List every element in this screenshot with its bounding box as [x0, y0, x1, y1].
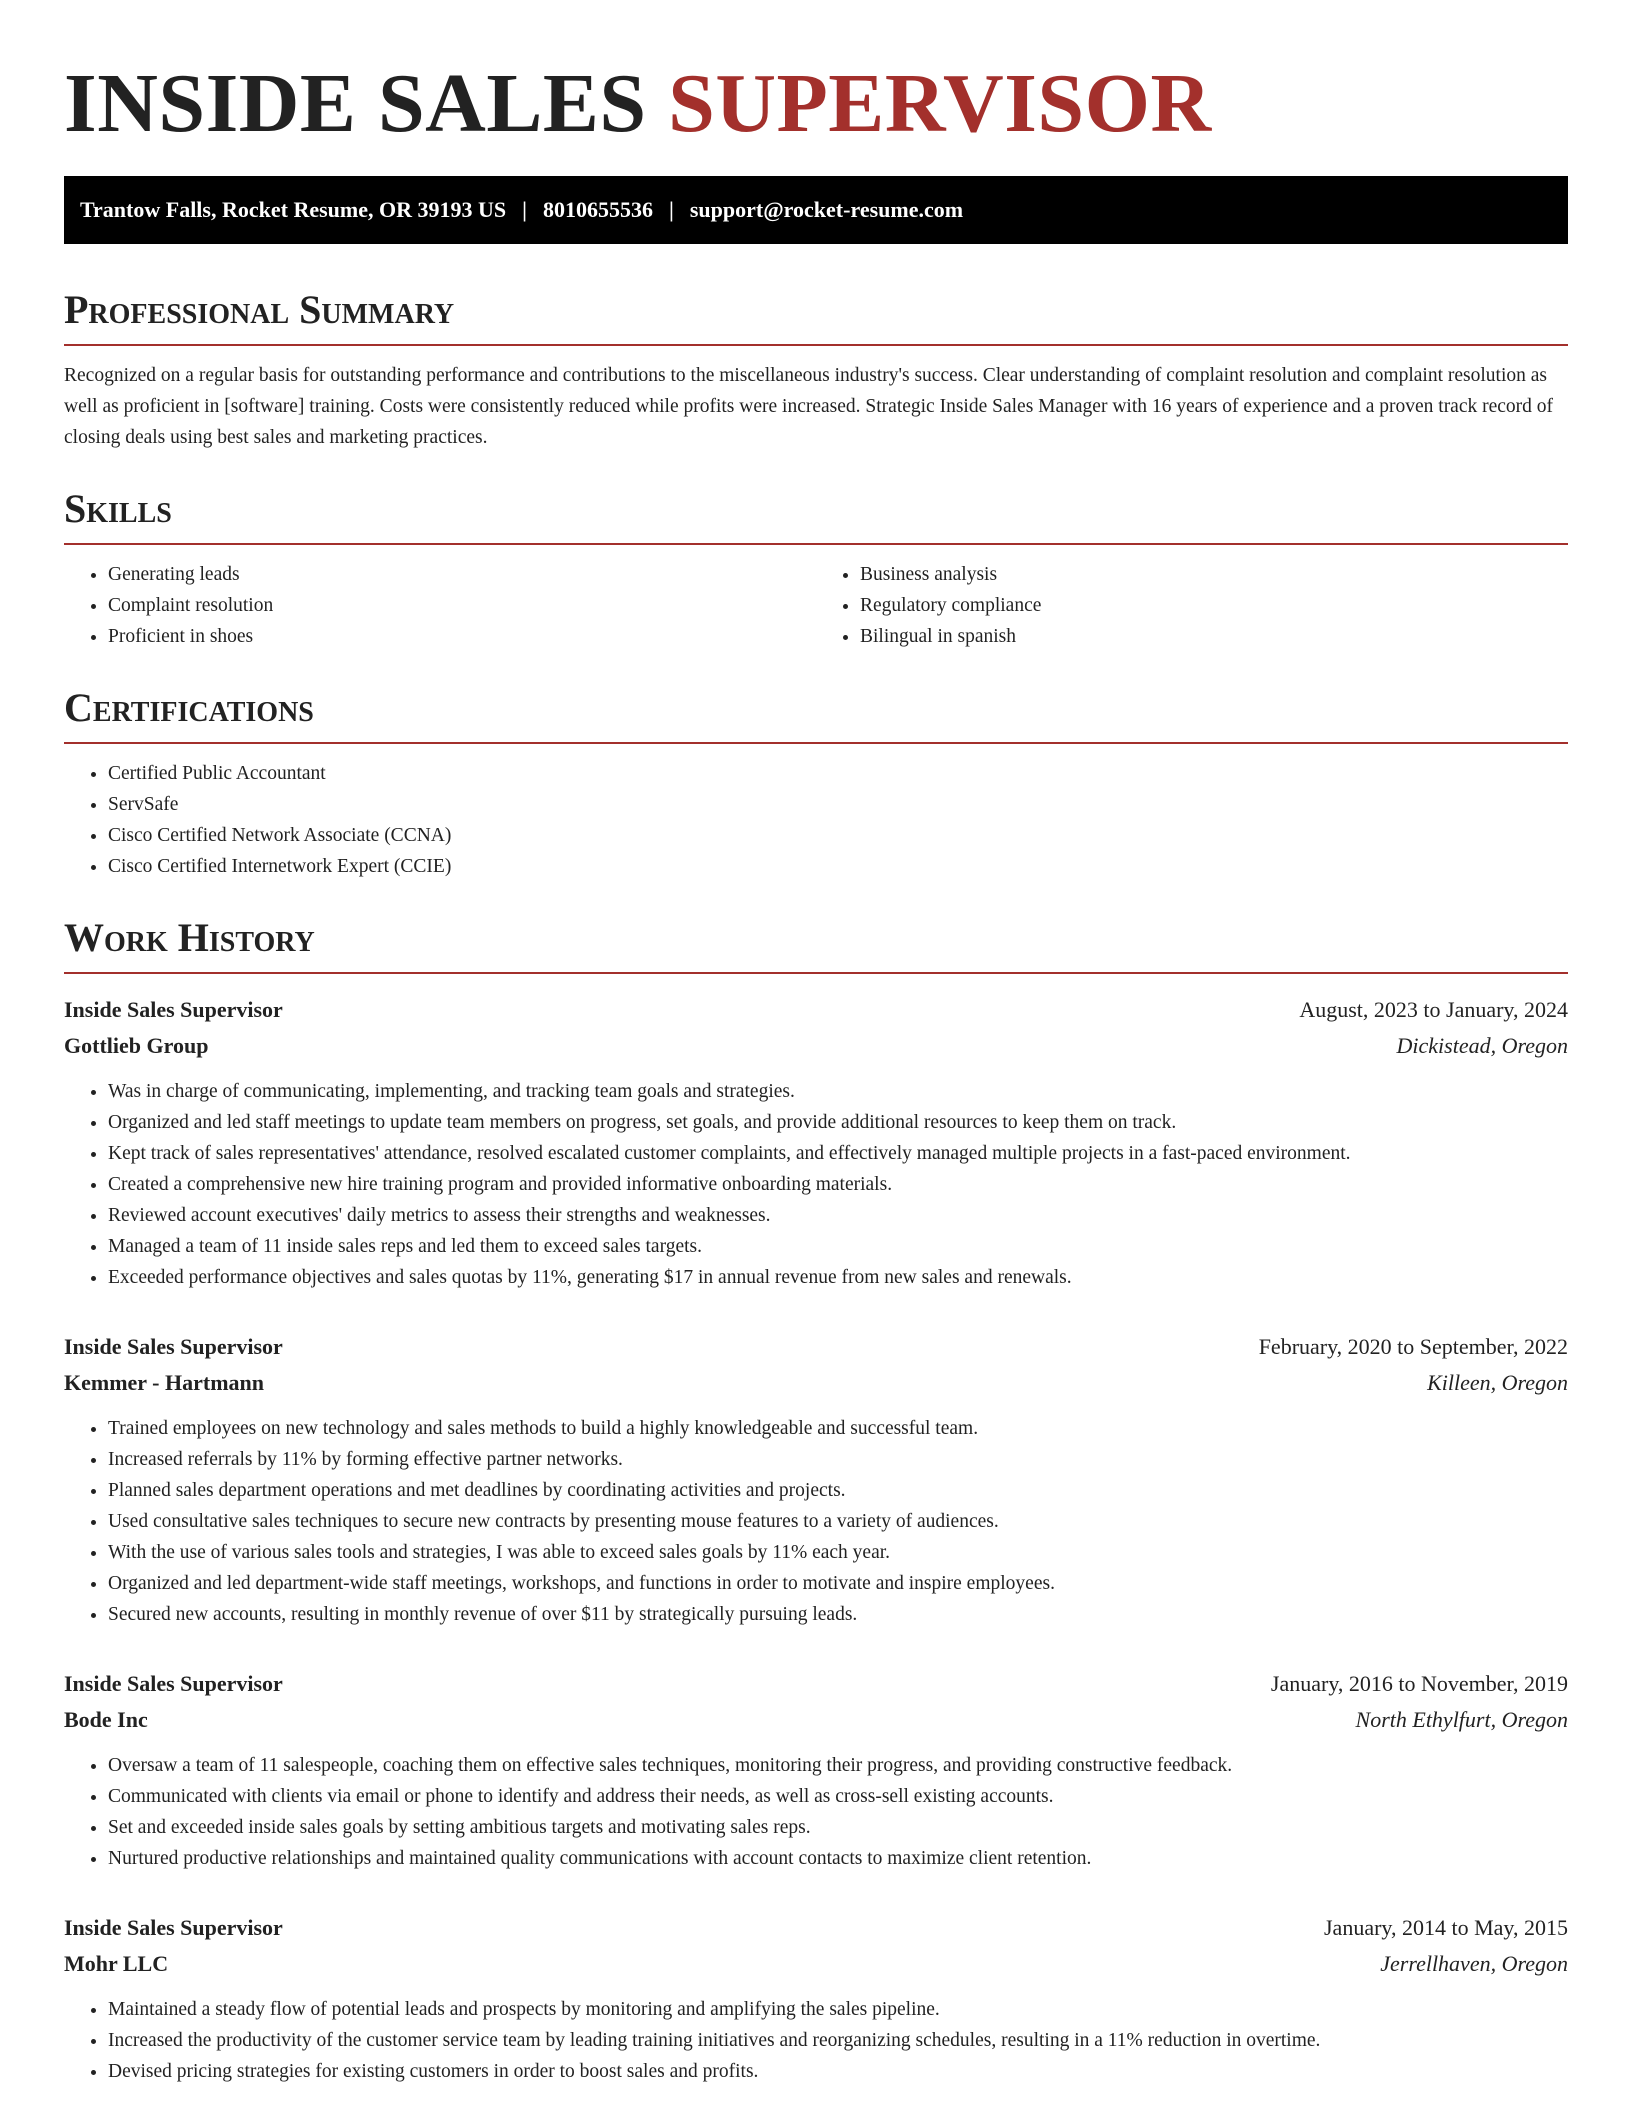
certification-item: • Cisco Certified Network Associate (CCNA)	[108, 820, 1568, 851]
skill-item: • Proficient in shoes	[108, 621, 816, 652]
job-header-row	[64, 992, 1568, 1028]
contact-email: support@rocket-resume.com	[689, 197, 964, 222]
job-bullet: • Increased the productivity of the customer service team by leading training initiatives and reorganizing schedules, resulting in a 11% reduction in overtime.	[108, 2025, 1568, 2056]
job-bullet: • Secured new accounts, resulting in monthly revenue of over $11 by strategically pursuing leads.	[108, 1599, 1568, 1630]
job-bullet: • Created a comprehensive new hire training program and provided informative onboarding materials.	[108, 1169, 1568, 1200]
job-dates: February, 2020 to September, 2022	[1258, 1334, 1568, 1359]
summary-heading: Professional Summary	[64, 284, 1568, 346]
job-location: Dickistead, Oregon	[1396, 1033, 1568, 1058]
job-company: Kemmer - Hartmann	[64, 1370, 264, 1395]
job-entry	[64, 1910, 1568, 2087]
skill-item: • Regulatory compliance	[860, 590, 1568, 621]
skill-item: • Complaint resolution	[108, 590, 816, 621]
job-company-row	[64, 1702, 1568, 1738]
contact-phone: 8010655536	[542, 197, 653, 222]
job-location: Killeen, Oregon	[1427, 1370, 1568, 1395]
job-header-row	[64, 1910, 1568, 1946]
job-bullet: • Maintained a steady flow of potential leads and prospects by monitoring and amplifying the sales pipeline.	[108, 1994, 1568, 2025]
job-bullet: • Organized and led department-wide staff meetings, workshops, and functions in order to motivate and inspire employees.	[108, 1568, 1568, 1599]
certifications-section	[64, 682, 1568, 882]
certification-item: • Cisco Certified Internetwork Expert (CCIE)	[108, 851, 1568, 882]
job-company: Mohr LLC	[64, 1951, 169, 1976]
certification-item: • ServSafe	[108, 789, 1568, 820]
job-title: Inside Sales Supervisor	[64, 1671, 283, 1696]
job-bullet: • Oversaw a team of 11 salespeople, coaching them on effective sales techniques, monitoring their progress, and providing constructive feedback.	[108, 1750, 1568, 1781]
job-bullet: • Planned sales department operations and met deadlines by coordinating activities and projects.	[108, 1475, 1568, 1506]
job-bullet: • Organized and led staff meetings to update team members on progress, set goals, and provide additional resources to keep them on track.	[108, 1107, 1568, 1138]
job-bullet: • Communicated with clients via email or phone to identify and address their needs, as well as cross-sell existing accounts.	[108, 1781, 1568, 1812]
job-bullet: • With the use of various sales tools and strategies, I was able to exceed sales goals by 11% each year.	[108, 1537, 1568, 1568]
job-entry	[64, 992, 1568, 1293]
job-header-row	[64, 1666, 1568, 1702]
contact-address: Trantow Falls, Rocket Resume, OR 39193 US	[80, 197, 507, 222]
skill-item: • Business analysis	[860, 559, 1568, 590]
skill-item: • Generating leads	[108, 559, 816, 590]
work-history-heading: Work History	[64, 912, 1568, 974]
skill-item: • Bilingual in spanish	[860, 621, 1568, 652]
summary-section	[64, 284, 1568, 453]
job-bullets	[64, 1076, 1568, 1293]
work-history-section	[64, 912, 1568, 2087]
job-title: Inside Sales Supervisor	[64, 997, 283, 1022]
name-part-1: INSIDE SALES	[64, 57, 647, 150]
job-bullet: • Was in charge of communicating, implementing, and tracking team goals and strategies.	[108, 1076, 1568, 1107]
skills-list-left	[64, 559, 816, 652]
certifications-heading: Certifications	[64, 682, 1568, 744]
skills-section	[64, 483, 1568, 652]
contact-separator: |	[522, 197, 527, 222]
contact-bar	[64, 176, 1568, 244]
certification-item: • Certified Public Accountant	[108, 758, 1568, 789]
skills-heading: Skills	[64, 483, 1568, 545]
job-bullet: • Trained employees on new technology and sales methods to build a highly knowledgeable and successful team.	[108, 1413, 1568, 1444]
summary-text: Recognized on a regular basis for outstanding performance and contributions to the miscellaneous industry's success. Clear understanding of complaint resolution and complaint resolution as well as proficient in [software] training. Costs were consistently reduced while profits were increased. Strategic Inside Sales Manager with 16 years of experience and a proven track record of closing deals using best sales and marketing practices.	[64, 365, 1554, 448]
job-location: Jerrellhaven, Oregon	[1380, 1951, 1568, 1976]
job-bullet: • Used consultative sales techniques to secure new contracts by presenting mouse features to a variety of audiences.	[108, 1506, 1568, 1537]
job-bullet: • Kept track of sales representatives' attendance, resolved escalated customer complaints, and effectively managed multiple projects in a fast-paced environment.	[108, 1138, 1568, 1169]
skills-list-right	[816, 559, 1568, 652]
contact-separator: |	[668, 197, 674, 222]
job-company-row	[64, 1365, 1568, 1401]
job-location: North Ethylfurt, Oregon	[1355, 1707, 1568, 1732]
job-bullet: • Managed a team of 11 inside sales reps and led them to exceed sales targets.	[108, 1231, 1568, 1262]
job-header-row	[64, 1329, 1568, 1365]
job-dates: August, 2023 to January, 2024	[1299, 997, 1568, 1022]
job-title: Inside Sales Supervisor	[64, 1915, 283, 1940]
job-bullet: • Set and exceeded inside sales goals by setting ambitious targets and motivating sales reps.	[108, 1812, 1568, 1843]
job-company-row	[64, 1028, 1568, 1064]
job-title: Inside Sales Supervisor	[64, 1334, 283, 1359]
job-company: Bode Inc	[64, 1707, 148, 1732]
job-dates: January, 2016 to November, 2019	[1270, 1671, 1568, 1696]
name-part-2: SUPERVISOR	[668, 57, 1212, 150]
job-bullet: • Increased referrals by 11% by forming effective partner networks.	[108, 1444, 1568, 1475]
skills-grid	[64, 559, 1568, 652]
job-entry	[64, 1666, 1568, 1874]
job-bullet: • Nurtured productive relationships and maintained quality communications with account contacts to maximize client retention.	[108, 1843, 1568, 1874]
job-dates: January, 2014 to May, 2015	[1324, 1915, 1568, 1940]
job-bullets	[64, 1750, 1568, 1874]
job-company-row	[64, 1946, 1568, 1982]
resume-name	[64, 52, 1568, 156]
job-bullets	[64, 1413, 1568, 1630]
job-company: Gottlieb Group	[64, 1033, 209, 1058]
job-entry	[64, 1329, 1568, 1630]
certifications-list	[64, 758, 1568, 882]
job-bullet: • Reviewed account executives' daily metrics to assess their strengths and weaknesses.	[108, 1200, 1568, 1231]
job-bullets	[64, 1994, 1568, 2087]
job-bullet: • Devised pricing strategies for existing customers in order to boost sales and profits.	[108, 2056, 1568, 2087]
job-bullet: • Exceeded performance objectives and sales quotas by 11%, generating $17 in annual revenue from new sales and renewals.	[108, 1262, 1568, 1293]
